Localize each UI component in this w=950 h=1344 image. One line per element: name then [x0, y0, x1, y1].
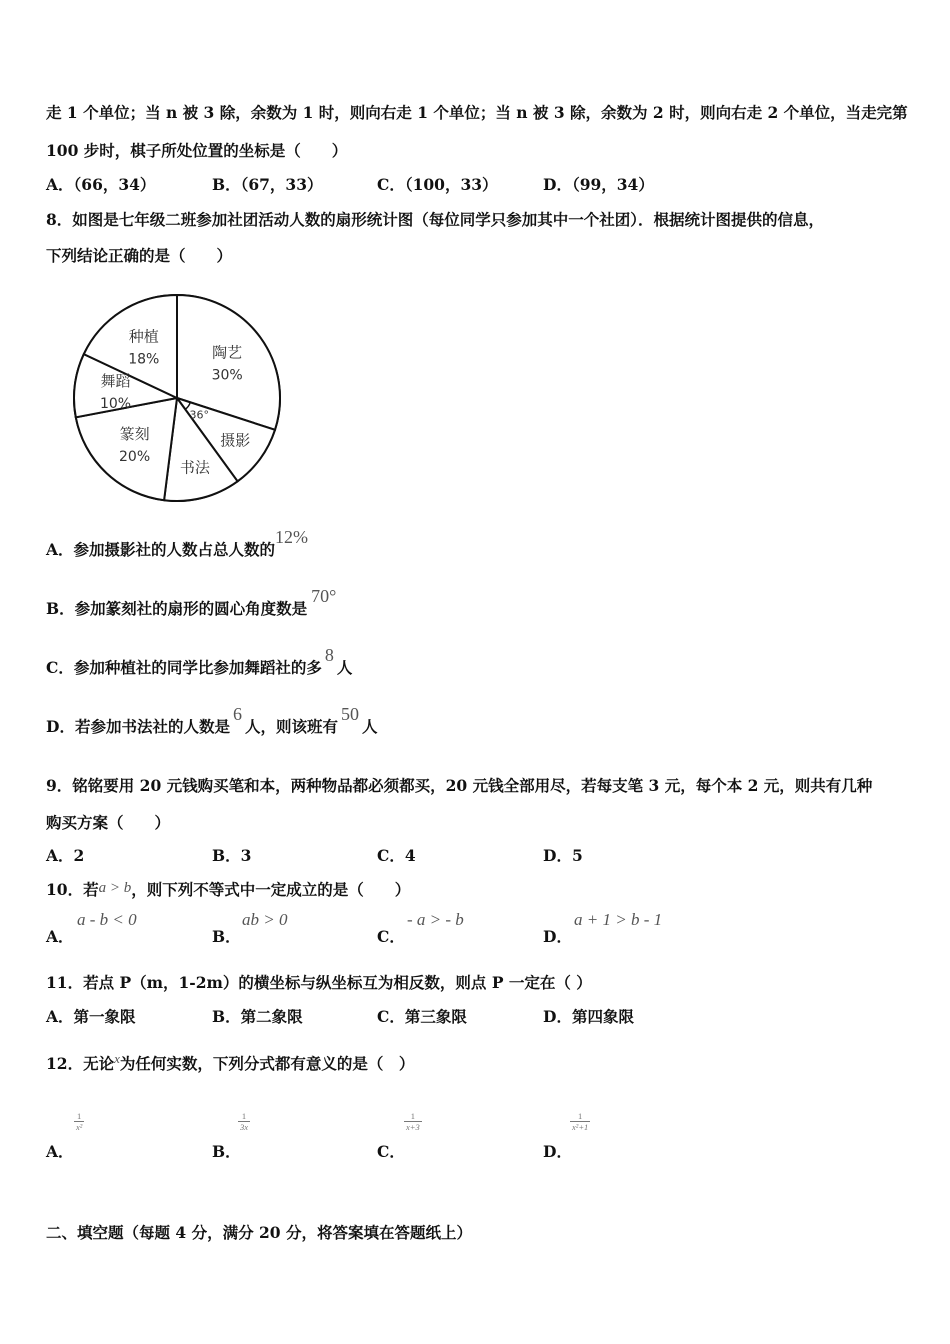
- q9-option-d[interactable]: D．5: [543, 846, 583, 865]
- q10-option-b[interactable]: B．: [212, 927, 241, 946]
- pie-percent-5: 18%: [128, 351, 160, 368]
- q7-option-a[interactable]: A．（66，34）: [46, 175, 156, 194]
- q8-option-d-math: 6: [232, 704, 242, 724]
- q11-option-c[interactable]: C．第三象限: [377, 1007, 467, 1026]
- q10-condition: a > b: [98, 880, 132, 896]
- q9-text-line1: 9．铭铭要用 20 元钱购买笔和本，两种物品都必须都买，20 元钱全部用尽，若每支笔 3 元，每个本 2 元，则共有几种: [46, 776, 873, 795]
- q12-option-a[interactable]: A．: [46, 1142, 74, 1161]
- q8-option-b-math: 70°: [311, 586, 337, 606]
- pie-label-5: 种植: [128, 327, 159, 346]
- q12-option-c[interactable]: C．: [377, 1142, 405, 1161]
- q8-option-c-math: 8: [324, 645, 334, 665]
- pie-chart: [62, 287, 292, 512]
- q8-option-d-math2: 50: [340, 704, 359, 724]
- q8-option-d[interactable]: D．若参加书法社的人数是6人，则该班有50人: [46, 704, 378, 736]
- q12-text: 12．无论$^x$为任何实数，下列分式都有意义的是（ ）: [46, 1051, 415, 1073]
- q12-option-b[interactable]: B．: [212, 1142, 241, 1161]
- q8-option-a-math: 12%: [275, 527, 309, 547]
- q10-option-c[interactable]: C．: [377, 927, 405, 946]
- q12-option-d[interactable]: D．: [543, 1142, 572, 1161]
- q10-option-d[interactable]: D．: [543, 927, 572, 946]
- pie-label-1: 摄影: [220, 431, 251, 450]
- q8-option-b[interactable]: B．参加篆刻社的扇形的圆心角度数是70°: [46, 586, 337, 618]
- section2-title: 二、填空题（每题 4 分，满分 20 分，将答案填在答题纸上）: [46, 1223, 472, 1242]
- q9-option-a[interactable]: A．2: [46, 846, 85, 865]
- pie-label-0: 陶艺: [212, 343, 243, 362]
- pie-label-3: 篆刻: [119, 425, 150, 444]
- q12-option-c-fraction: 1 x+3: [406, 1111, 420, 1132]
- q7-text-line2: 100 步时，棋子所处位置的坐标是（ ）: [46, 141, 348, 160]
- q11-option-a[interactable]: A．第一象限: [46, 1007, 136, 1026]
- q7-option-d[interactable]: D．（99，34）: [543, 175, 654, 194]
- q10-option-a[interactable]: A．: [46, 927, 74, 946]
- q8-option-c[interactable]: C．参加种植社的同学比参加舞蹈社的多8人: [46, 645, 353, 677]
- q9-option-b[interactable]: B．3: [212, 846, 252, 865]
- q11-text: 11．若点 P（m，1-2m）的横坐标与纵坐标互为相反数，则点 P 一定在（ ）: [46, 973, 592, 992]
- q9-option-c[interactable]: C．4: [377, 846, 416, 865]
- q8-option-a[interactable]: A．参加摄影社的人数占总人数的12%: [46, 527, 309, 559]
- pie-percent-0: 30%: [211, 367, 243, 384]
- q9-text-line2: 购买方案（ ）: [46, 813, 171, 832]
- q10-text: 10．若a > b，则下列不等式中一定成立的是（ ）: [46, 880, 411, 899]
- q10-option-c-math: - a > - b: [407, 910, 464, 929]
- pie-angle-label: 36°: [189, 408, 210, 422]
- q10-option-a-math: a - b < 0: [77, 910, 137, 929]
- q8-text-line2: 下列结论正确的是（ ）: [46, 246, 233, 265]
- q12-option-d-fraction: 1 x²+1: [572, 1111, 589, 1132]
- pie-label-4: 舞蹈: [100, 372, 131, 391]
- pie-percent-4: 10%: [99, 396, 132, 413]
- q7-option-c[interactable]: C．（100，33）: [377, 175, 498, 194]
- q8-text-line1: 8．如图是七年级二班参加社团活动人数的扇形统计图（每位同学只参加其中一个社团）．根据统计图提供的信息，: [46, 210, 825, 229]
- q12-option-b-fraction: 1 3x: [240, 1111, 249, 1132]
- q7-text-line1: 走 1 个单位；当 n 被 3 除，余数为 1 时，则向右走 1 个单位；当 n 被 3 除，余数为 2 时，则向右走 2 个单位，当走完第: [46, 103, 908, 122]
- q12-option-a-fraction: 1 x²: [76, 1111, 83, 1132]
- pie-percent-3: 20%: [118, 449, 151, 466]
- q11-option-d[interactable]: D．第四象限: [543, 1007, 634, 1026]
- q12-variable: x: [114, 1051, 120, 1066]
- q10-option-d-math: a + 1 > b - 1: [574, 910, 663, 929]
- q10-option-b-math: ab > 0: [242, 910, 288, 929]
- pie-label-2: 书法: [179, 458, 210, 477]
- q11-option-b[interactable]: B．第二象限: [212, 1007, 303, 1026]
- q7-option-b[interactable]: B．（67，33）: [212, 175, 323, 194]
